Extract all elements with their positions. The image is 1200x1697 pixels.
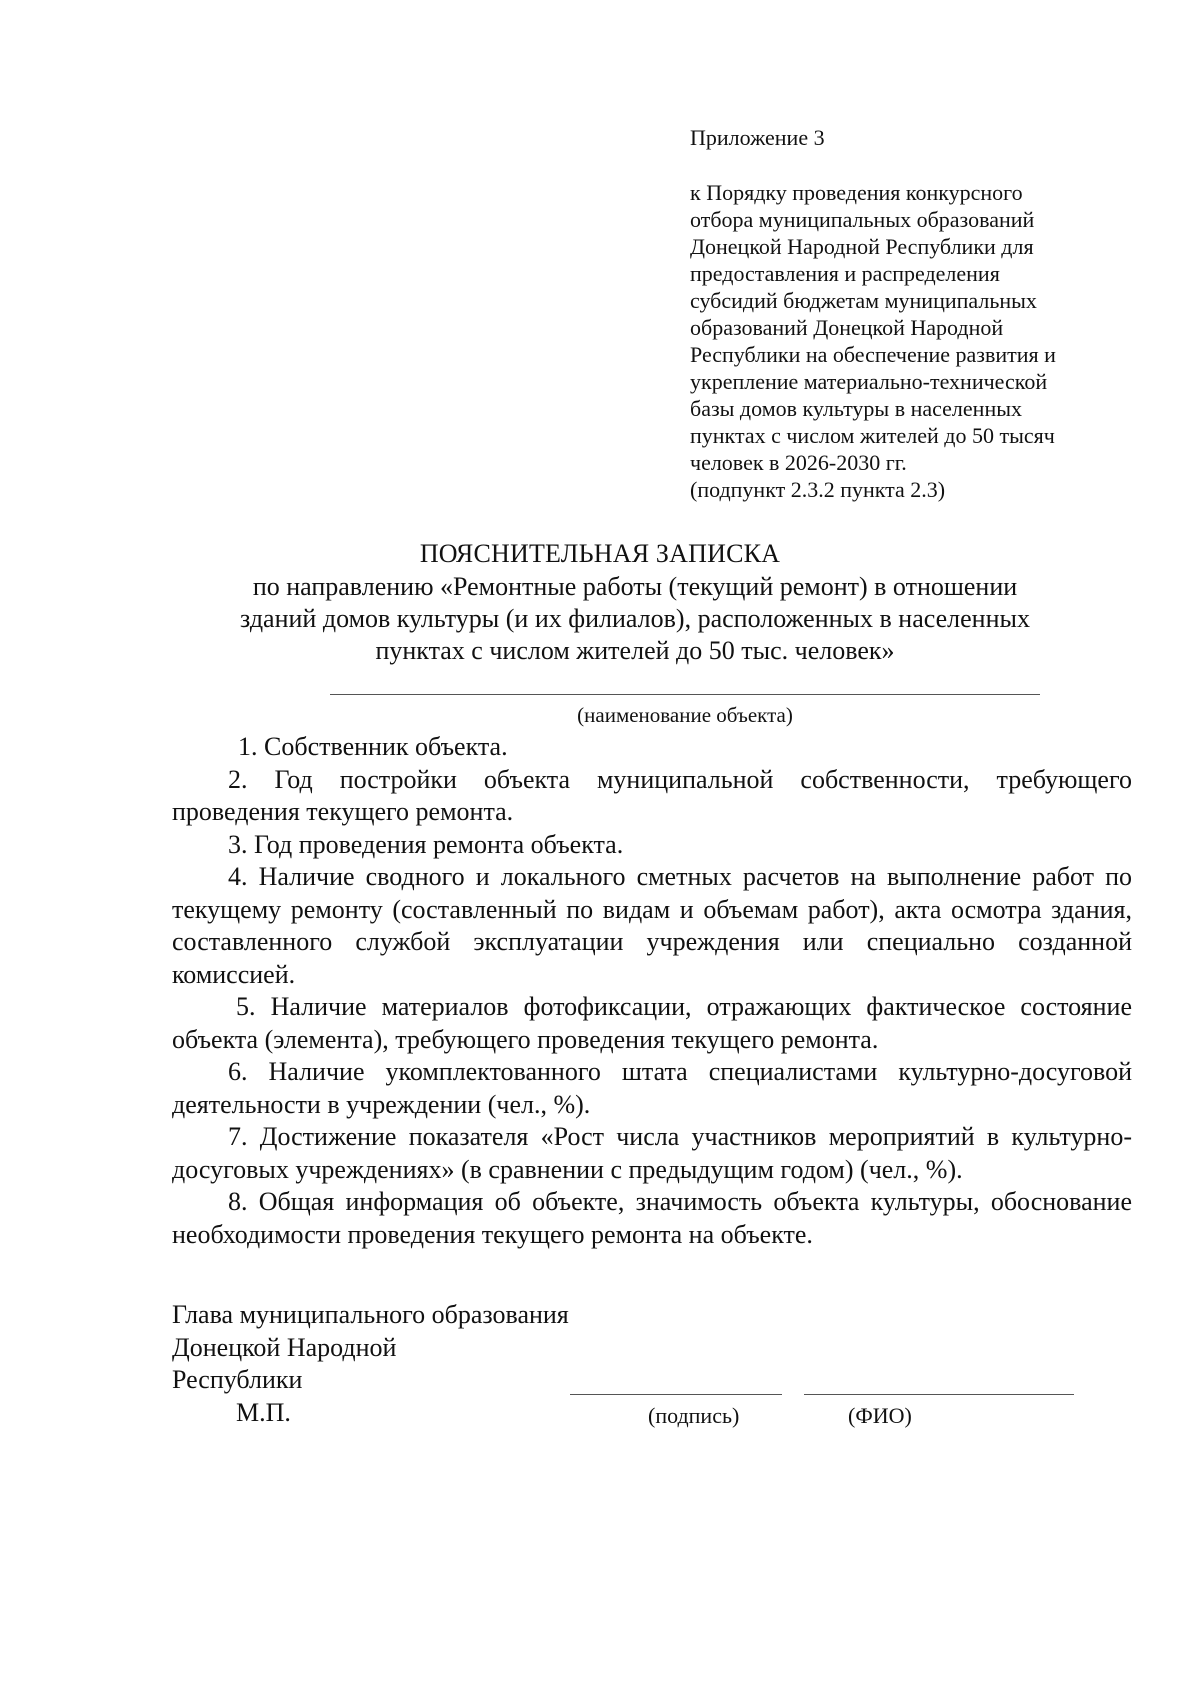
fio-caption: (ФИО) xyxy=(848,1403,912,1428)
appendix-line: Республики на обеспечение развития и xyxy=(690,342,1056,367)
appendix-line: отбора муниципальных образований xyxy=(690,207,1035,232)
appendix-line: Донецкой Народной Республики для xyxy=(690,234,1034,259)
subtitle-line: по направлению «Ремонтные работы (текущий ремонт) в отношении xyxy=(252,572,1018,601)
signatory-title-line: Республики xyxy=(172,1365,303,1394)
list-item: 6. Наличие укомплектованного штата специалистами культурно-досуговой деятельности в учреждении (чел., %). xyxy=(172,1057,1132,1119)
appendix-line: к Порядку проведения конкурсного xyxy=(690,180,1023,205)
list-item: 2. Год постройки объекта муниципальной собственности, требующего проведения текущего ремонта. xyxy=(172,764,1132,826)
document-subtitle xyxy=(170,571,1100,667)
appendix-line: предоставления и распределения xyxy=(690,261,1000,286)
appendix-line: (подпункт 2.3.2 пункта 2.3) xyxy=(690,477,946,502)
list-item: 7. Достижение показателя «Рост числа участников мероприятий в культурно-досуговых учреждениях» (в сравнении с предыдущим годом) (чел., %). xyxy=(172,1122,1132,1184)
appendix-line: субсидий бюджетам муниципальных xyxy=(690,288,1037,313)
appendix-line: укрепление материально-технической xyxy=(690,369,1048,394)
signature-field-line xyxy=(570,1394,782,1395)
signatory-title-line: Глава муниципального образования xyxy=(172,1300,569,1329)
appendix-block xyxy=(690,124,1130,503)
subtitle-line: пунктах с числом жителей до 50 тыс. человек» xyxy=(375,636,895,665)
list-item: 4. Наличие сводного и локального сметных расчетов на выполнение работ по текущему ремонту (составленный по видам и объемам работ), акта осмотра здания, составленного службой эксплуатации учреждения или специально созданной комиссией. xyxy=(172,862,1132,989)
list-item: 3. Год проведения ремонта объекта. xyxy=(228,829,624,859)
appendix-line: пунктах с числом жителей до 50 тысяч xyxy=(690,423,1055,448)
appendix-label: Приложение 3 xyxy=(690,125,825,150)
signature-block xyxy=(172,1299,569,1397)
seal-placeholder: М.П. xyxy=(236,1398,291,1427)
object-name-field-line xyxy=(330,694,1040,695)
document-body xyxy=(172,731,1132,1251)
signature-caption: (подпись) xyxy=(648,1403,740,1428)
document-title: ПОЯСНИТЕЛЬНАЯ ЗАПИСКА xyxy=(419,539,781,568)
subtitle-line: зданий домов культуры (и их филиалов), расположенных в населенных xyxy=(240,604,1030,633)
list-item: 5. Наличие материалов фотофиксации, отражающих фактическое состояние объекта (элемента), требующего проведения текущего ремонта. xyxy=(172,992,1132,1054)
object-name-caption: (наименование объекта) xyxy=(577,703,793,727)
list-item: 8. Общая информация об объекте, значимость объекта культуры, обоснование необходимости проведения текущего ремонта на объекте. xyxy=(172,1187,1132,1249)
appendix-line: базы домов культуры в населенных xyxy=(690,396,1022,421)
signatory-title-line: Донецкой Народной xyxy=(172,1332,397,1362)
appendix-line: образований Донецкой Народной xyxy=(690,315,1004,340)
list-item: 1. Собственник объекта. xyxy=(238,732,508,761)
fio-field-line xyxy=(804,1394,1074,1395)
appendix-line: человек в 2026-2030 гг. xyxy=(690,450,907,475)
